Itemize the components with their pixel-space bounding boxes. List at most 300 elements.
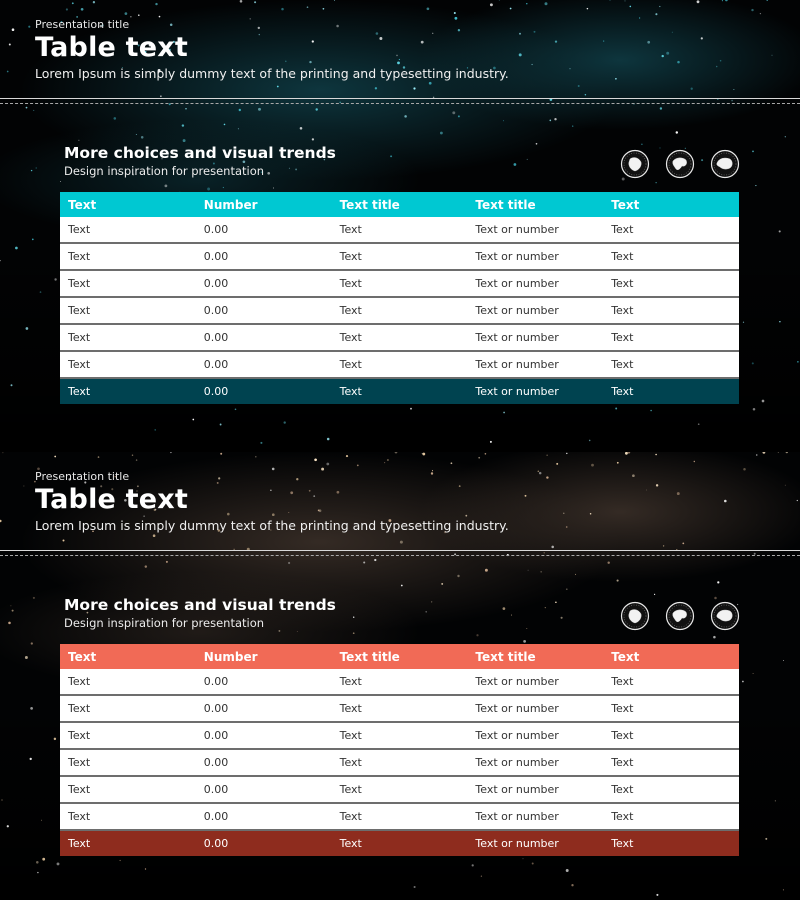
table-cell: Text or number — [467, 722, 603, 749]
star-dot — [33, 110, 34, 111]
star-dot — [682, 542, 684, 544]
star-dot — [514, 163, 517, 166]
table-cell: 0.00 — [196, 270, 332, 297]
table-cell: Text — [60, 324, 196, 351]
table-row — [60, 351, 739, 378]
star-dot — [458, 29, 460, 31]
table-cell: Text — [60, 378, 196, 404]
star-dot — [363, 561, 365, 563]
star-dot — [289, 168, 290, 169]
star-dot — [281, 8, 284, 11]
star-dot — [742, 681, 744, 683]
globe-americas-icon — [665, 149, 695, 179]
column-header: Text — [611, 649, 640, 664]
star-dot — [63, 540, 65, 542]
table-cell: Text — [332, 776, 468, 803]
star-dot — [510, 8, 512, 10]
star-dot — [30, 758, 32, 760]
star-dot — [783, 889, 784, 890]
star-dot — [400, 541, 403, 544]
star-dot — [753, 673, 754, 674]
star-dot — [395, 452, 398, 453]
table-cell: 0.00 — [196, 243, 332, 270]
star-dot — [36, 167, 37, 168]
table-cell: Text — [603, 695, 739, 722]
table-cell: Text — [603, 297, 739, 324]
star-dot — [290, 491, 293, 494]
star-dot — [458, 115, 460, 117]
table-cell: Text or number — [467, 351, 603, 378]
star-dot — [571, 884, 573, 886]
star-dot — [326, 463, 329, 466]
star-dot — [722, 0, 723, 1]
star-dot — [698, 423, 700, 425]
star-dot — [607, 561, 609, 563]
table-row — [60, 243, 739, 270]
table-cell: 0.00 — [196, 217, 332, 243]
star-dot — [270, 490, 271, 491]
table-header-row — [60, 192, 739, 217]
table-cell: Text — [603, 243, 739, 270]
star-dot — [534, 31, 536, 33]
star-dot — [15, 247, 18, 250]
star-dot — [54, 738, 56, 740]
star-dot — [312, 138, 314, 140]
star-dot — [650, 410, 652, 412]
star-dot — [546, 476, 548, 478]
star-dot — [387, 459, 389, 461]
star-dot — [207, 188, 210, 191]
star-dot — [676, 131, 678, 133]
table-row — [60, 722, 739, 749]
star-dot — [427, 7, 430, 10]
star-dot — [779, 321, 780, 322]
star-dot — [441, 583, 443, 585]
star-dot — [40, 291, 42, 293]
star-dot — [277, 86, 279, 88]
star-dot — [425, 611, 427, 613]
star-dot — [632, 474, 635, 477]
star-dot — [743, 468, 746, 471]
star-dot — [615, 408, 617, 410]
star-dot — [8, 622, 11, 625]
divider-line — [0, 98, 800, 99]
star-dot — [544, 552, 545, 553]
star-dot — [762, 400, 765, 403]
star-dot — [587, 8, 589, 10]
star-dot — [566, 588, 568, 590]
table-cell: Text — [332, 669, 468, 695]
table-cell: Text or number — [467, 830, 603, 856]
star-dot — [519, 53, 522, 56]
star-dot — [404, 115, 407, 118]
star-dot — [66, 8, 68, 10]
star-dot — [422, 453, 425, 456]
table-cell: Text — [603, 351, 739, 378]
star-dot — [72, 2, 74, 4]
column-header: Number — [203, 649, 258, 664]
star-dot — [617, 580, 619, 582]
star-dot — [160, 96, 161, 97]
star-dot — [551, 546, 554, 549]
star-dot — [485, 453, 487, 455]
star-dot — [7, 825, 9, 827]
star-dot — [300, 127, 303, 130]
star-dot — [155, 3, 157, 5]
star-dot — [454, 12, 456, 14]
table-cell: 0.00 — [196, 749, 332, 776]
star-dot — [555, 602, 557, 604]
table-cell: Text or number — [467, 695, 603, 722]
table-cell: 0.00 — [196, 722, 332, 749]
globe-icon-group — [620, 601, 740, 631]
star-dot — [390, 155, 392, 157]
star-dot — [379, 37, 382, 40]
star-dot — [783, 660, 784, 661]
star-dot — [752, 362, 754, 364]
star-dot — [666, 52, 669, 55]
star-dot — [267, 172, 270, 175]
presentation-title: Presentation title — [35, 18, 130, 31]
section-title: More choices and visual trends — [64, 144, 336, 162]
star-dot — [288, 562, 290, 564]
star-dot — [54, 456, 56, 458]
star-dot — [25, 656, 28, 659]
table-cell: Text — [60, 243, 196, 270]
star-dot — [694, 461, 695, 462]
star-dot — [295, 168, 297, 170]
table-cell: Text — [332, 243, 468, 270]
column-header: Number — [203, 197, 258, 212]
table-body — [60, 217, 739, 404]
star-dot — [33, 597, 35, 599]
table-cell: Text or number — [467, 270, 603, 297]
star-dot — [57, 862, 60, 865]
table-cell: Text — [60, 803, 196, 830]
star-dot — [526, 3, 527, 4]
star-dot — [697, 0, 700, 3]
column-header: Text title — [475, 649, 536, 664]
star-dot — [527, 159, 528, 160]
star-dot — [778, 452, 779, 453]
star-dot — [457, 575, 459, 577]
star-dot — [130, 16, 131, 17]
star-dot — [677, 61, 680, 64]
data-table — [60, 644, 739, 856]
star-dot — [220, 453, 222, 455]
star-dot — [556, 463, 558, 465]
star-dot — [656, 484, 658, 486]
star-dot — [691, 88, 693, 90]
star-dot — [357, 464, 359, 466]
star-dot — [499, 0, 500, 1]
star-dot — [319, 509, 322, 512]
table-cell: Text — [332, 217, 468, 243]
star-dot — [578, 85, 580, 87]
star-dot — [297, 631, 298, 632]
table-cell: Text — [60, 830, 196, 856]
star-dot — [566, 453, 567, 454]
star-dot — [536, 143, 538, 145]
star-dot — [93, 1, 95, 3]
table-cell: Text or number — [467, 243, 603, 270]
star-dot — [327, 438, 330, 441]
star-dot — [454, 17, 457, 20]
star-dot — [312, 40, 314, 42]
table-row — [60, 324, 739, 351]
table-cell: Text — [332, 324, 468, 351]
table-header — [60, 192, 739, 217]
presentation-title: Presentation title — [35, 470, 130, 483]
star-dot — [525, 495, 527, 497]
star-dot — [323, 8, 325, 10]
star-dot — [481, 876, 482, 877]
star-dot — [314, 458, 317, 461]
star-dot — [376, 32, 379, 35]
star-dot — [569, 68, 570, 69]
star-dot — [547, 455, 548, 456]
star-dot — [26, 107, 28, 109]
star-dot — [183, 139, 186, 142]
star-dot — [538, 471, 540, 473]
table-cell: Text — [60, 217, 196, 243]
star-dot — [114, 117, 117, 120]
star-dot — [528, 570, 529, 571]
table-row — [60, 297, 739, 324]
star-dot — [125, 12, 128, 15]
divider-line — [0, 550, 800, 551]
star-dot — [523, 640, 526, 643]
star-dot — [785, 485, 786, 486]
table-cell: Text — [603, 722, 739, 749]
star-dot — [42, 858, 45, 861]
star-dot — [431, 601, 432, 602]
globe-africa-icon — [620, 601, 650, 631]
table-cell: 0.00 — [196, 776, 332, 803]
table-row — [60, 776, 739, 803]
star-dot — [399, 59, 400, 60]
star-dot — [413, 87, 415, 89]
table-cell: Text — [332, 297, 468, 324]
star-dot — [255, 456, 257, 458]
star-dot — [26, 327, 29, 330]
star-dot — [431, 472, 433, 474]
star-dot — [31, 642, 33, 644]
star-dot — [647, 41, 650, 44]
star-dot — [192, 419, 194, 421]
star-dot — [353, 617, 354, 618]
star-dot — [756, 454, 757, 455]
star-dot — [145, 868, 146, 869]
star-dot — [278, 630, 280, 632]
data-table — [60, 192, 739, 404]
star-dot — [120, 860, 121, 861]
star-dot — [54, 278, 56, 280]
star-dot — [309, 61, 311, 63]
star-dot — [153, 534, 156, 537]
star-dot — [523, 858, 524, 859]
star-dot — [575, 574, 576, 575]
star-dot — [397, 61, 400, 64]
star-dot — [779, 230, 781, 232]
table-cell: 0.00 — [196, 324, 332, 351]
star-dot — [717, 581, 719, 583]
star-dot — [485, 569, 488, 572]
star-dot — [630, 6, 632, 8]
star-dot — [154, 429, 155, 430]
star-dot — [733, 89, 734, 90]
star-dot — [772, 55, 773, 56]
star-dot — [272, 513, 275, 516]
star-dot — [401, 585, 403, 587]
star-dot — [662, 55, 664, 57]
star-dot — [258, 108, 261, 111]
star-dot — [218, 477, 220, 479]
star-dot — [185, 108, 186, 109]
table-header — [60, 644, 739, 669]
star-dot — [375, 87, 377, 89]
star-dot — [23, 486, 24, 487]
section-subtitle: Design inspiration for presentation — [64, 164, 265, 178]
star-dot — [561, 617, 563, 619]
slide-subtitle: Lorem Ipsum is simply dummy text of the printing and typesetting industry. — [35, 518, 509, 533]
star-dot — [765, 838, 767, 840]
star-dot — [451, 462, 453, 464]
star-dot — [603, 41, 604, 42]
star-dot — [701, 37, 703, 39]
table-cell: Text or number — [467, 324, 603, 351]
star-dot — [724, 500, 727, 503]
globe-asia-icon — [710, 149, 740, 179]
star-dot — [7, 71, 9, 73]
table-cell: Text — [332, 351, 468, 378]
star-dot — [250, 18, 251, 19]
star-dot — [545, 607, 546, 608]
star-dot — [410, 408, 412, 410]
column-header: Text title — [475, 197, 536, 212]
table-cell: Text — [603, 669, 739, 695]
table-cell: Text or number — [467, 776, 603, 803]
star-dot — [760, 13, 761, 14]
star-dot — [81, 8, 84, 11]
star-dot — [217, 482, 219, 484]
star-dot — [555, 40, 557, 42]
star-dot — [539, 472, 542, 475]
star-dot — [766, 0, 767, 1]
star-dot — [672, 32, 673, 33]
star-dot — [432, 470, 433, 471]
table-cell: Text — [60, 722, 196, 749]
star-dot — [374, 559, 376, 561]
star-dot — [421, 41, 424, 44]
star-dot — [396, 55, 398, 57]
star-dot — [531, 64, 532, 65]
star-dot — [554, 118, 556, 120]
table-cell: Text — [332, 378, 468, 404]
star-dot — [714, 597, 717, 600]
table-cell: Text — [332, 270, 468, 297]
table-cell: Text — [60, 297, 196, 324]
star-dot — [182, 124, 184, 126]
table-row — [60, 270, 739, 297]
star-dot — [677, 492, 680, 495]
slide-title: Table text — [35, 32, 188, 63]
star-dot — [78, 140, 79, 141]
star-dot — [223, 187, 224, 188]
table-cell: Text — [332, 722, 468, 749]
star-dot — [288, 512, 289, 513]
star-dot — [490, 441, 492, 443]
star-dot — [30, 707, 33, 710]
star-dot — [11, 384, 13, 386]
table-row — [60, 803, 739, 830]
table-cell: Text — [603, 776, 739, 803]
star-dot — [313, 495, 315, 497]
star-dot — [138, 14, 140, 16]
table-cell: Text or number — [467, 749, 603, 776]
slide-title: Table text — [35, 484, 188, 515]
star-dot — [476, 634, 478, 636]
star-dot — [755, 185, 756, 186]
star-dot — [641, 144, 643, 146]
star-dot — [440, 132, 443, 135]
table-cell: Text — [603, 270, 739, 297]
star-dot — [655, 13, 657, 15]
star-dot — [752, 151, 754, 153]
table-cell: Text — [60, 669, 196, 695]
star-dot — [284, 421, 286, 423]
star-dot — [775, 800, 776, 801]
star-dot — [503, 412, 505, 414]
star-dot — [585, 94, 586, 95]
star-dot — [786, 452, 788, 453]
table-body — [60, 669, 739, 856]
star-dot — [503, 607, 506, 610]
table-summary-row — [60, 378, 739, 404]
star-dot — [660, 107, 662, 109]
table-cell: 0.00 — [196, 351, 332, 378]
table-cell: Text — [603, 378, 739, 404]
star-dot — [763, 452, 766, 454]
star-dot — [566, 526, 568, 528]
globe-icon-group — [620, 149, 740, 179]
star-dot — [541, 571, 542, 572]
star-dot — [589, 440, 591, 442]
star-dot — [511, 615, 512, 616]
table-cell: Text — [603, 217, 739, 243]
star-dot — [1, 799, 2, 800]
column-header: Text — [611, 197, 640, 212]
star-dot — [307, 6, 309, 8]
divider-line-dashed — [0, 103, 800, 104]
star-dot — [591, 464, 594, 467]
star-dot — [384, 462, 385, 463]
table-cell: Text — [60, 351, 196, 378]
table-cell: Text or number — [467, 217, 603, 243]
table-cell: Text — [603, 324, 739, 351]
table-cell: 0.00 — [196, 695, 332, 722]
star-dot — [28, 26, 30, 28]
table-cell: Text or number — [467, 297, 603, 324]
table-cell: Text — [60, 776, 196, 803]
star-dot — [654, 594, 655, 595]
star-dot — [519, 33, 521, 35]
star-dot — [258, 27, 260, 29]
star-dot — [239, 109, 241, 111]
table-cell: Text or number — [467, 803, 603, 830]
table-row — [60, 217, 739, 243]
star-dot — [563, 513, 564, 514]
